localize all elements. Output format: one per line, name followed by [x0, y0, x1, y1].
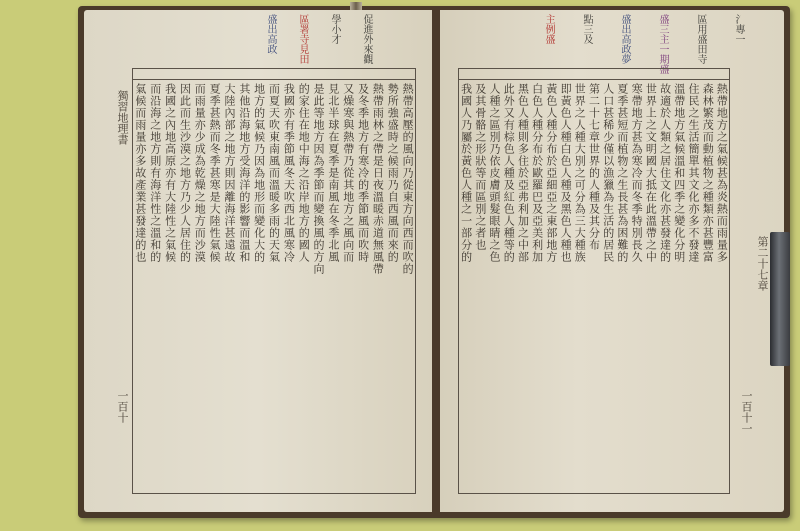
right-page-text-column: 森林繁茂而動植物之種類亦甚豐富 [701, 83, 715, 263]
right-page-text-column: 熱帶地方之氣候甚為炎熱而雨量多 [715, 83, 729, 263]
left-page-annotation: 區署寺見田 [297, 14, 308, 64]
left-page-text-frame [132, 68, 416, 494]
left-page-annotation: 學小才 [329, 14, 340, 44]
left-page-margin-title: 獨習地理書 [116, 90, 129, 145]
right-page-text-column: 寒帶地方甚為寒冷而冬季特別長久 [630, 83, 644, 263]
left-page-text-column: 而夏天吹東南風而溫暖多雨的天氣 [267, 83, 281, 263]
left-page-text-column: 的家住在地中海之沿岸地方的國人 [297, 83, 311, 263]
right-page-text-column: 夏季甚短而植物之生長甚為困難的 [615, 83, 629, 263]
left-page-text-column: 其他沿海地方受海洋的影響而溫和 [237, 83, 251, 263]
right-page-text-column: 住民之生活簡單其文化亦多不發達 [686, 83, 700, 263]
left-page-text-column: 我國亦有季節風冬天吹西北風寒冷 [282, 83, 296, 263]
left-page-text-column: 又燥寒與熱帶乃從其地方之風向而 [341, 83, 355, 263]
right-page-text-column: 人口甚稀少僅以漁獵為生活的居民 [601, 83, 615, 263]
left-page [84, 10, 432, 512]
right-page [440, 10, 784, 512]
right-page-text-column: 及其骨骼之形狀等而區別之者也 [473, 83, 487, 251]
left-page-annotation: 促進外來觀 [361, 14, 372, 64]
right-page-chapter-label: 第二十七章 [756, 236, 769, 291]
right-page-annotations [440, 10, 784, 74]
left-page-text-column: 氣候而雨量亦多故產業甚發達的也 [133, 83, 147, 263]
left-page-text-column: 及冬季地方有寒冷的季節風而吹時 [356, 83, 370, 263]
left-page-text-column: 熱帶高壓的風向乃從東方向西而吹的 [401, 83, 415, 275]
left-page-text-column: 而雨量亦少成為乾燥之地方而沙漠 [193, 83, 207, 263]
right-page-page-number: 一百十一 [740, 390, 753, 434]
right-page-text-column: 黃色人種分布於亞細亞之東部地方 [544, 83, 558, 263]
right-page-text-frame [458, 68, 730, 494]
left-page-text-column: 見北半球在夏季是南風在冬季北風 [326, 83, 340, 263]
left-page-text-column: 熱帶雨林之帶是日夜溫暖赤道無風帶 [371, 83, 385, 275]
left-page-annotations [84, 10, 432, 70]
right-page-text-column: 世界之人種大別之可分為三大種族 [573, 83, 587, 263]
left-page-header-band [133, 69, 415, 80]
right-page-text-column: 第二十七章世界的人種及其分布 [587, 83, 601, 251]
right-page-text-column: 世界上之文明國大抵在此溫帶之中 [644, 83, 658, 263]
right-page-annotation: 氵專一 [733, 14, 744, 44]
left-page-text-column: 勢所強盛時之候雨乃自西風而來的 [386, 83, 400, 263]
right-page-annotation: 區用盛田寺 [695, 14, 706, 64]
right-page-text-column: 白色人種分布於歐羅巴及亞美利加 [530, 83, 544, 263]
right-page-text-column: 此外又有棕色人種及紅色人種等的 [502, 83, 516, 263]
left-page-text-column: 因此而生沙漠之地方乃少人居住的 [178, 83, 192, 263]
right-page-text-column: 故適於人類之居住文化亦甚發達的 [658, 83, 672, 263]
right-page-text-column: 黑色人種則多住於亞弗利加之中部 [516, 83, 530, 263]
right-page-annotation: 點三及 [581, 14, 592, 44]
left-page-text-column: 大陸內部之地方則因離海洋甚遠故 [222, 83, 236, 263]
right-page-annotation: 盛出高政夢 [619, 14, 630, 64]
right-page-text-column: 即黃色人種白色人種及黑色人種也 [559, 83, 573, 263]
left-page-text-column: 而沿海之地方則有海洋性之溫和的 [148, 83, 162, 263]
page-clip [770, 232, 790, 366]
left-page-text-column: 夏季甚熱而冬季甚寒是大陸性氣候 [208, 83, 222, 263]
right-page-text-column: 溫帶地方氣候溫和四季之變化分明 [672, 83, 686, 263]
right-page-annotation: 主例盛 [543, 14, 554, 44]
right-page-header-band [459, 69, 729, 80]
left-page-text-column: 地方的氣候乃因為地形而變化大的 [252, 83, 266, 263]
right-page-annotation: 盛三主一期盛 [657, 14, 668, 74]
left-page-text-column: 我國之內地高原亦有大陸性之氣候 [163, 83, 177, 263]
left-page-number: 一百十 [116, 390, 129, 423]
left-page-text-column: 是此等地方因為季節而變換風的方向 [312, 83, 326, 275]
left-page-annotation: 盛出高政 [265, 14, 276, 54]
right-page-text-column: 我國人乃屬於黃色人種之一部分的 [459, 83, 473, 263]
right-page-text-column: 人種之區別乃依皮膚頭髮眼睛之色 [488, 83, 502, 263]
